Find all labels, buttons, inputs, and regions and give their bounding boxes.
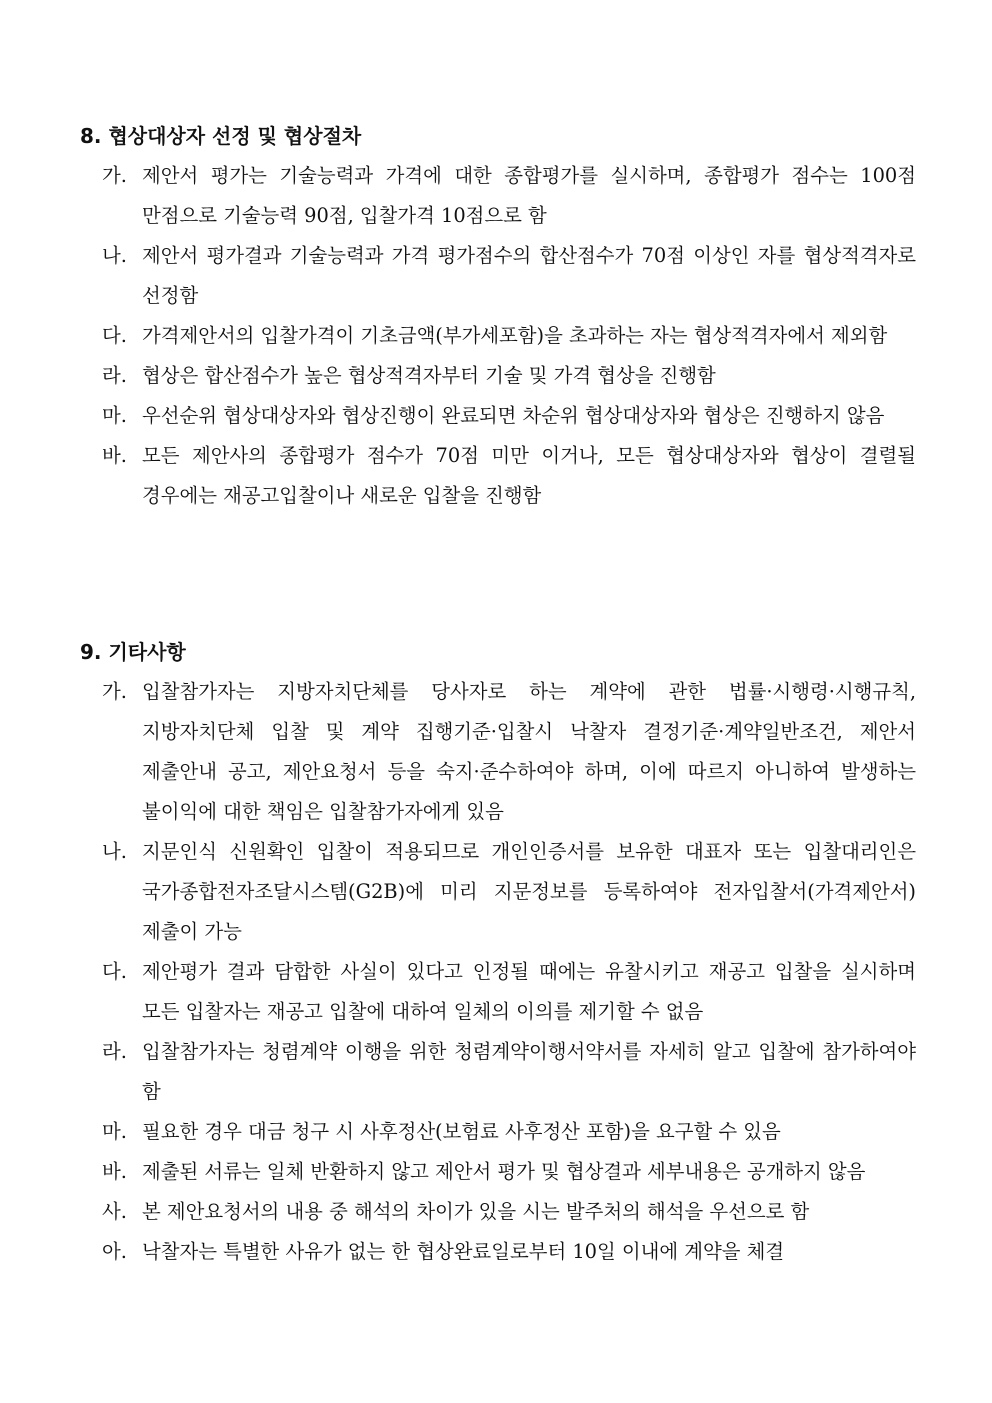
list-item	[80, 1112, 916, 1152]
item-text: 제출된 서류는 일체 반환하지 않고 제안서 평가 및 협상결과 세부내용은 공개하지 않음	[142, 1160, 866, 1183]
list-item	[80, 436, 916, 516]
list-item	[80, 1032, 916, 1112]
item-text: 본 제안요청서의 내용 중 해석의 차이가 있을 시는 발주처의 해석을 우선으로 함	[142, 1200, 810, 1223]
item-text: 제안평가 결과 담합한 사실이 있다고 인정될 때에는 유찰시키고 재공고 입찰을 실시하며 모든 입찰자는 재공고 입찰에 대하여 일체의 이의를 제기할 수 없음	[142, 960, 916, 1023]
item-text: 우선순위 협상대상자와 협상진행이 완료되면 차순위 협상대상자와 협상은 진행하지 않음	[142, 404, 885, 427]
list-item	[80, 396, 916, 436]
item-text: 지문인식 신원확인 입찰이 적용되므로 개인인증서를 보유한 대표자 또는 입찰대리인은 국가종합전자조달시스템(G2B)에 미리 지문정보를 등록하여야 전자입찰서(가격제안서) 제출이 가능	[142, 840, 916, 943]
item-list	[80, 672, 916, 1272]
item-text: 협상은 합산점수가 높은 협상적격자부터 기술 및 가격 협상을 진행함	[142, 364, 716, 387]
list-item	[80, 1152, 916, 1192]
item-marker: 라.	[102, 1040, 127, 1063]
item-marker: 마.	[102, 404, 127, 427]
list-item	[80, 356, 916, 396]
item-marker: 아.	[102, 1240, 127, 1263]
item-text: 입찰참가자는 청렴계약 이행을 위한 청렴계약이행서약서를 자세히 알고 입찰에 참가하여야 함	[142, 1040, 916, 1103]
item-marker: 가.	[102, 164, 127, 187]
list-item	[80, 1192, 916, 1232]
section-title: 8. 협상대상자 선정 및 협상절차	[80, 124, 362, 148]
list-item	[80, 672, 916, 832]
list-item	[80, 832, 916, 952]
item-text: 제안서 평가결과 기술능력과 가격 평가점수의 합산점수가 70점 이상인 자를 협상적격자로 선정함	[142, 244, 916, 307]
item-marker: 사.	[102, 1200, 127, 1223]
section-other-matters	[80, 632, 916, 1272]
list-item	[80, 156, 916, 236]
item-marker: 라.	[102, 364, 127, 387]
item-text: 가격제안서의 입찰가격이 기초금액(부가세포함)을 초과하는 자는 협상적격자에서 제외함	[142, 324, 888, 347]
item-marker: 바.	[102, 444, 127, 467]
item-text: 입찰참가자는 지방자치단체를 당사자로 하는 계약에 관한 법률·시행령·시행규칙, 지방자치단체 입찰 및 계약 집행기준·입찰시 낙찰자 결정기준·계약일반조건, 제안서 제출안내 공고, 제안요청서 등을 숙지·준수하여야 하며, 이에 따르지 아니하여 발생하는 불이익에 대한 책임은 입찰참가자에게 있음	[142, 680, 916, 823]
item-marker: 다.	[102, 324, 127, 347]
section-title: 9. 기타사항	[80, 640, 186, 664]
item-list	[80, 156, 916, 516]
list-item	[80, 236, 916, 316]
section-negotiation-procedure	[80, 116, 916, 516]
item-marker: 마.	[102, 1120, 127, 1143]
item-marker: 바.	[102, 1160, 127, 1183]
item-text: 모든 제안사의 종합평가 점수가 70점 미만 이거나, 모든 협상대상자와 협상이 결렬될 경우에는 재공고입찰이나 새로운 입찰을 진행함	[142, 444, 916, 507]
item-text: 제안서 평가는 기술능력과 가격에 대한 종합평가를 실시하며, 종합평가 점수는 100점 만점으로 기술능력 90점, 입찰가격 10점으로 함	[142, 164, 916, 227]
item-marker: 다.	[102, 960, 127, 983]
item-marker: 나.	[102, 840, 127, 863]
item-text: 필요한 경우 대금 청구 시 사후정산(보험료 사후정산 포함)을 요구할 수 있음	[142, 1120, 781, 1143]
item-marker: 나.	[102, 244, 127, 267]
item-text: 낙찰자는 특별한 사유가 없는 한 협상완료일로부터 10일 이내에 계약을 체결	[142, 1240, 785, 1263]
list-item	[80, 316, 916, 356]
item-marker: 가.	[102, 680, 127, 703]
list-item	[80, 1232, 916, 1272]
list-item	[80, 952, 916, 1032]
